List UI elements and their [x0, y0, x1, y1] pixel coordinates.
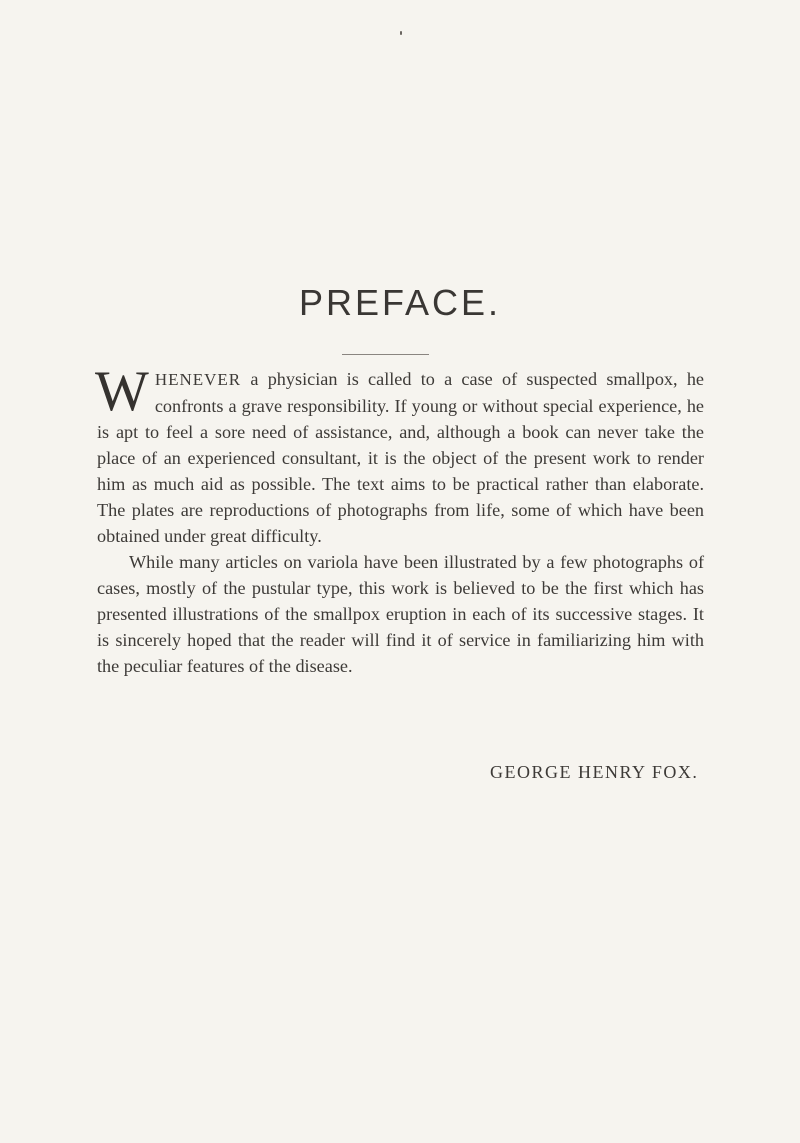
- paragraph-2: While many articles on variola have been illustrated by a few photographs of cases, mostly of the pustular type, this work is believed to be the first which has presented illustrations of the smallpox eruption in each of its successive stages. It is sincerely hoped that the reader will find it of service in familiarizing him with the peculiar features of the disease.: [97, 552, 704, 676]
- page-speck: [400, 31, 402, 35]
- author-signature: GEORGE HENRY FOX.: [490, 762, 699, 782]
- preface-body: [95, 360, 704, 679]
- title-rule: [342, 354, 429, 355]
- paragraph-1: [95, 360, 704, 549]
- drop-cap: W: [95, 360, 149, 423]
- page-title: PREFACE.: [298, 282, 502, 323]
- paragraph-1-text: a physician is called to a case of suspected smallpox, he confronts a grave responsibility. If young or without special experience, he is apt to feel a sore need of assistance, and, although a book can never take the place of an experienced consultant, it is the object of the present work to render him as much aid as possible. The text aims to be practical rather than elaborate. The plates are reproductions of photographs from life, some of which have been obtained under great difficulty.: [97, 369, 704, 546]
- lead-caps: HENEVER: [154, 370, 242, 389]
